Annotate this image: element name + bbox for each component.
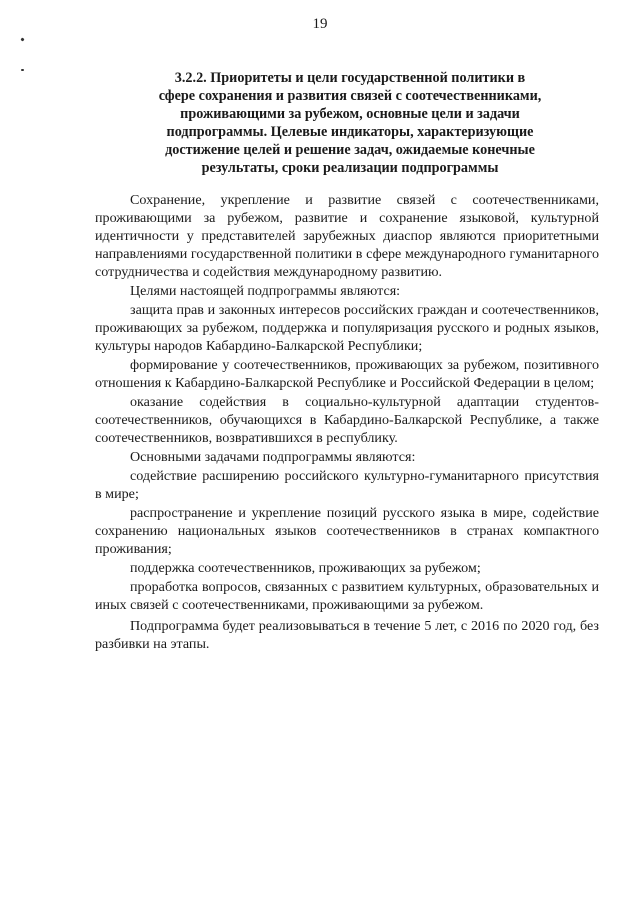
goals-title: Целями настоящей подпрограммы являются:: [130, 283, 401, 299]
heading-line: результаты, сроки реализации подпрограммы: [201, 160, 499, 176]
section-heading: [150, 69, 550, 177]
scan-artifact-mark: [21, 69, 24, 71]
intro-paragraph: Сохранение, укрепление и развитие связей с соотечественниками, проживающими за рубежом, развитие и сохранение языковой, культурной идентичности у представителей зарубежных диаспор являются приоритетными направлениями государственной политики в сфере международного гуманитарного сотрудничества и содействия международному развитию.: [95, 192, 599, 280]
heading-line: сфере сохранения и развития связей с соотечественниками,: [158, 88, 542, 104]
task-item: проработка вопросов, связанных с развитием культурных, образовательных и иных связей с соотечественниками, проживающими за рубежом.: [95, 579, 599, 613]
scan-artifact-mark: [20, 37, 24, 41]
heading-line: 3.2.2. Приоритеты и цели государственной политики в: [174, 70, 526, 86]
goal-item: формирование у соотечественников, проживающих за рубежом, позитивного отношения к Кабардино-Балкарской Республике и Российской Федерации в целом;: [95, 357, 599, 391]
task-item: поддержка соотечественников, проживающих за рубежом;: [130, 560, 481, 576]
page-number: 19: [312, 16, 328, 32]
tasks-title: Основными задачами подпрограммы являются:: [130, 449, 416, 465]
document-body: [95, 191, 599, 653]
heading-line: проживающими за рубежом, основные цели и задачи: [180, 106, 520, 122]
task-item: распространение и укрепление позиций русского языка в мире, содействие сохранению национальных языков соотечественников в странах компактного проживания;: [95, 505, 599, 557]
timeline-paragraph: Подпрограмма будет реализовываться в течение 5 лет, с 2016 по 2020 год, без разбивки на этапы.: [95, 618, 599, 652]
task-item: содействие расширению российского культурно-гуманитарного присутствия в мире;: [95, 468, 599, 502]
heading-line: достижение целей и решение задач, ожидаемые конечные: [165, 142, 535, 158]
goal-item: оказание содействия в социально-культурной адаптации студентов-соотечественников, обучающихся в Кабардино-Балкарской Республике, а также соотечественников, возвратившихся в республику.: [95, 394, 599, 446]
heading-line: подпрограммы. Целевые индикаторы, характеризующие: [166, 124, 534, 140]
goal-item: защита прав и законных интересов российских граждан и соотечественников, проживающих за рубежом, поддержка и популяризация русского и родных языков, культуры народов Кабардино-Балкарской Республики;: [95, 302, 599, 354]
